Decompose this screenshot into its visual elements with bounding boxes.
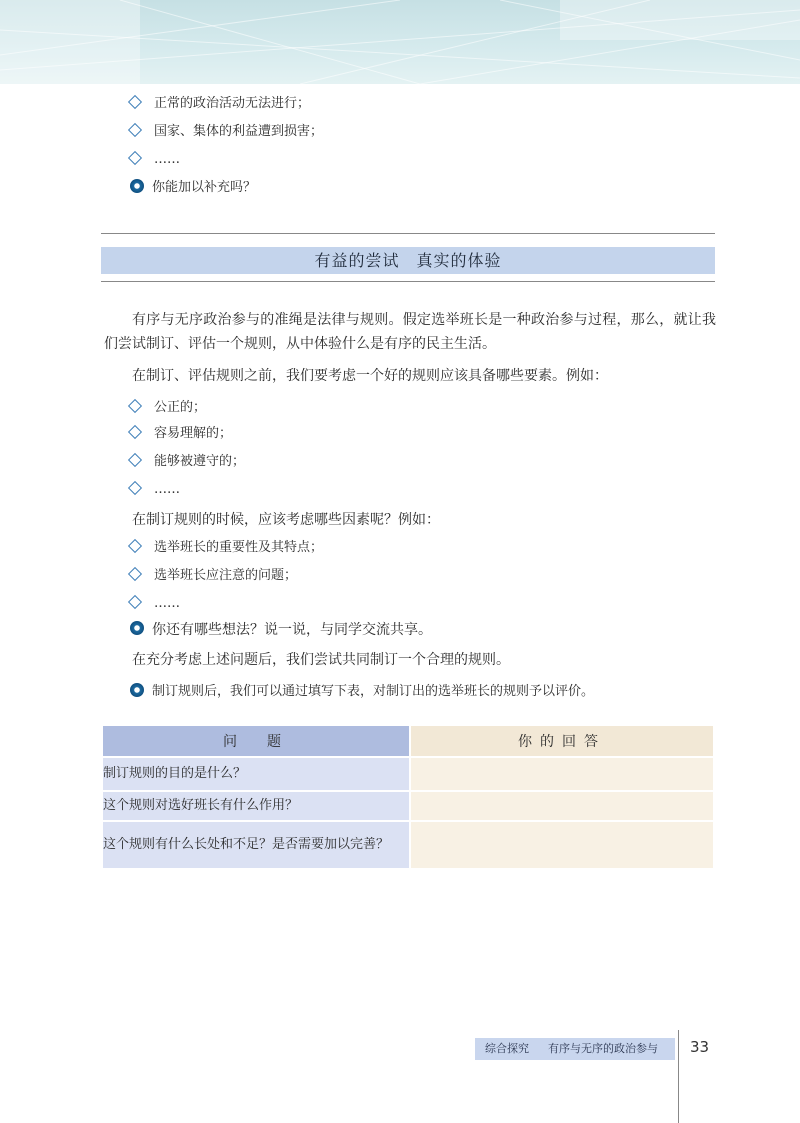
footer-running-title (475, 1038, 675, 1060)
question-cell: 这个规则对选好班长有什么作用？ (102, 791, 410, 821)
list-item: 容易理解的； (130, 424, 232, 444)
prompt-item: 制订规则后，我们可以通过填写下表，对制订出的选举班长的规则予以评价。 (130, 682, 594, 702)
prompt-item: 你能加以补充吗？ (130, 178, 256, 198)
paragraph: 在制订、评估规则之前，我们要考虑一个好的规则应该具备哪些要素。例如： (132, 368, 608, 384)
banner-decoration (0, 0, 800, 84)
paragraph: 在制订规则的时候，应该考虑哪些因素呢？例如： (132, 512, 440, 528)
question-cell: 这个规则有什么长处和不足？是否需要加以完善？ (102, 821, 410, 869)
list-item: 选举班长的重要性及其特点； (130, 538, 323, 558)
table-header-row (102, 725, 714, 757)
diamond-bullet-icon (128, 594, 142, 608)
question-cell: 制订规则的目的是什么？ (102, 757, 410, 791)
answer-cell[interactable] (410, 757, 714, 791)
diamond-bullet-icon (128, 480, 142, 494)
section-rule-top (101, 233, 715, 234)
paragraph: 在充分考虑上述问题后，我们尝试共同制订一个合理的规则。 (132, 652, 510, 668)
prompt-item: 你还有哪些想法？说一说，与同学交流共享。 (130, 620, 432, 640)
list-item: …… (130, 594, 180, 614)
list-item: 正常的政治活动无法进行； (130, 94, 310, 114)
circle-bullet-icon (130, 683, 144, 697)
diamond-bullet-icon (128, 452, 142, 466)
footer-divider (678, 1030, 679, 1123)
list-item: 国家、集体的利益遭到损害； (130, 122, 323, 142)
diamond-bullet-icon (128, 398, 142, 412)
table-row (102, 821, 714, 869)
table-row (102, 791, 714, 821)
section-rule-bottom (101, 281, 715, 282)
section-title: 有益的尝试 真实的体验 (101, 247, 715, 274)
diamond-bullet-icon (128, 150, 142, 164)
header-banner (0, 0, 800, 84)
list-item: 公正的； (130, 398, 206, 418)
answer-cell[interactable] (410, 791, 714, 821)
answer-cell[interactable] (410, 821, 714, 869)
footer-unit: 综合探究 (485, 1042, 529, 1055)
footer-title: 有序与无序的政治参与 (548, 1042, 658, 1055)
list-item: …… (130, 150, 180, 170)
circle-bullet-icon (130, 179, 144, 193)
diamond-bullet-icon (128, 122, 142, 136)
column-header-answer: 你的回答 (410, 725, 714, 757)
circle-bullet-icon (130, 621, 144, 635)
evaluation-table (101, 724, 715, 870)
diamond-bullet-icon (128, 424, 142, 438)
diamond-bullet-icon (128, 538, 142, 552)
diamond-bullet-icon (128, 566, 142, 580)
list-item: …… (130, 480, 180, 500)
table-row (102, 757, 714, 791)
paragraph: 有序与无序政治参与的准绳是法律与规则。假定选举班长是一种政治参与过程，那么，就让我们尝试制订、评估一个规则，从中体验什么是有序的民主生活。 (104, 312, 716, 352)
page-number: 33 (690, 1038, 710, 1056)
column-header-question: 问 题 (102, 725, 410, 757)
list-item: 能够被遵守的； (130, 452, 245, 472)
diamond-bullet-icon (128, 94, 142, 108)
list-item: 选举班长应注意的问题； (130, 566, 297, 586)
